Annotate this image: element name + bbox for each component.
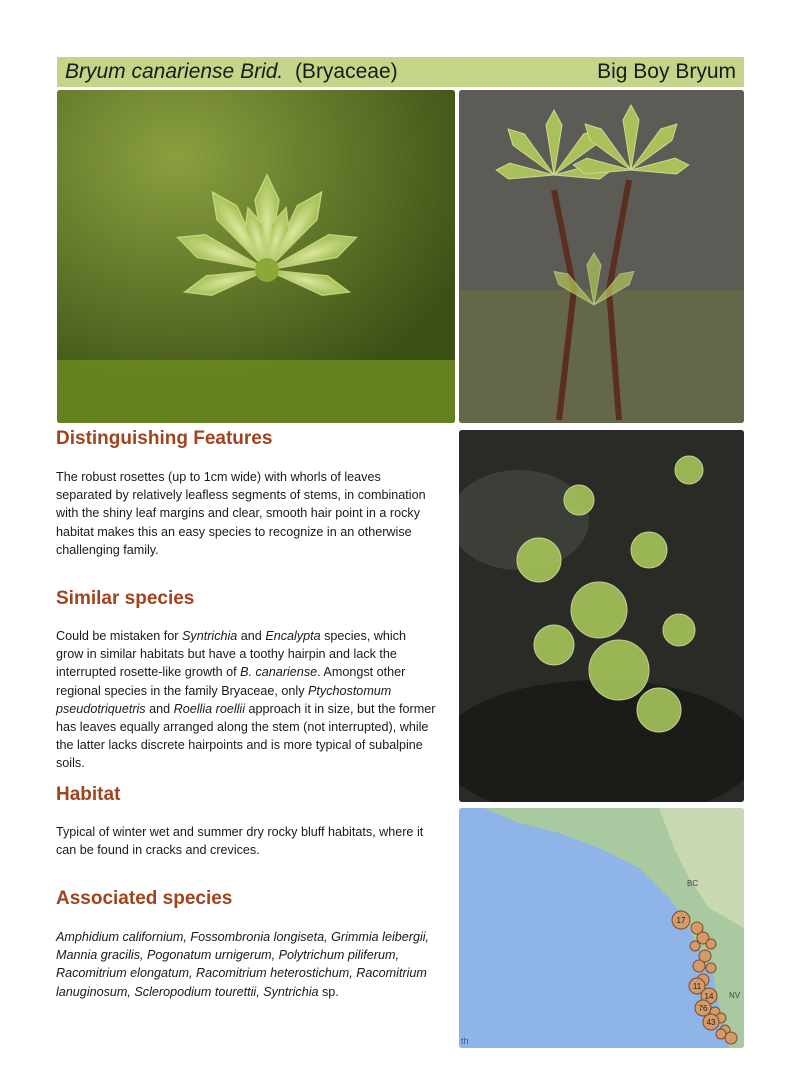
- map-label-nv: NV: [729, 991, 741, 1000]
- taxon-roellia: Roellia roellii: [173, 701, 246, 716]
- family-name: (Bryaceae): [294, 60, 398, 83]
- map-count: 17: [676, 916, 686, 925]
- similar-heading: Similar species: [56, 588, 195, 609]
- distribution-map: [459, 808, 744, 1048]
- map-count: 76: [698, 1004, 708, 1013]
- map-count: 11: [692, 982, 702, 991]
- scientific-name: Bryum canariense Brid.: [65, 60, 284, 83]
- map-attribution: th: [461, 1036, 469, 1046]
- stem-whorls-photo: [459, 90, 744, 423]
- colony-illustration: [459, 430, 744, 802]
- colony-on-rock-photo: [459, 430, 744, 802]
- map-label-bc: BC: [687, 879, 699, 888]
- similar-text: Could be mistaken for Syntrichia and Encalypta species, which grow in similar habitats but have a toothy hairpin and lack the interrupted rosette-like growth of B. canariense. Amongst other regional species in the family Bryaceae, only Ptychostomum pseudotriquetris and Roellia roellii approach it in size, but the former has leaves equally arranged along the stem (not interrupted), while the latter lacks discrete hairpoints and is more typical of subalpine soils.: [56, 629, 436, 771]
- taxon-syntrichia: Syntrichia: [182, 629, 238, 643]
- common-name: Big Boy Bryum: [597, 60, 736, 83]
- stem-whorls-illustration: [459, 90, 744, 423]
- associated-text: Amphidium californium, Fossombronia longiseta, Grimmia leibergii, Mannia gracilis, Pogonatum urnigerum, Polytrichum piliferum, Racomitrium elongatum, Racomitrium heterostichum, Racomitrium lanuginosum, Scleropodium tourettii, Syntrichia sp.: [56, 930, 430, 999]
- title-banner: [57, 57, 744, 87]
- distribution-map-graphic: [459, 808, 744, 1048]
- map-count: 14: [704, 992, 714, 1001]
- scientific-name-block: [65, 60, 398, 84]
- map-count: 43: [706, 1018, 716, 1027]
- habitat-text: Typical of winter wet and summer dry rocky bluff habitats, where it can be found in cracks and crevices.: [56, 825, 424, 858]
- associated-heading: Associated species: [56, 888, 233, 909]
- distinguishing-heading: Distinguishing Features: [56, 428, 273, 449]
- rosette-closeup-photo: [57, 90, 455, 423]
- taxon-encalypta: Encalypta: [265, 629, 321, 643]
- taxon-b-canariense: B. canariense: [240, 665, 318, 680]
- associated-species-list: Amphidium californium, Fossombronia longiseta, Grimmia leibergii, Mannia gracilis, Pogonatum urnigerum, Polytrichum piliferum, Racomitrium elongatum, Racomitrium heterostichum, Racomitrium lanuginosum, Scleropodium tourettii, Syntrichia: [56, 930, 430, 999]
- distinguishing-text: The robust rosettes (up to 1cm wide) with whorls of leaves separated by relatively leafless segments of stems, in combination with the shiny leaf margins and clear, smooth hair point in a rocky habitat makes this an easy species to recognize in an otherwise challenging family.: [56, 470, 426, 557]
- habitat-heading: Habitat: [56, 784, 121, 805]
- taxon-ptychostomum: Ptychostomum pseudotriquetris: [56, 683, 392, 716]
- rosette-closeup-illustration: [57, 90, 455, 423]
